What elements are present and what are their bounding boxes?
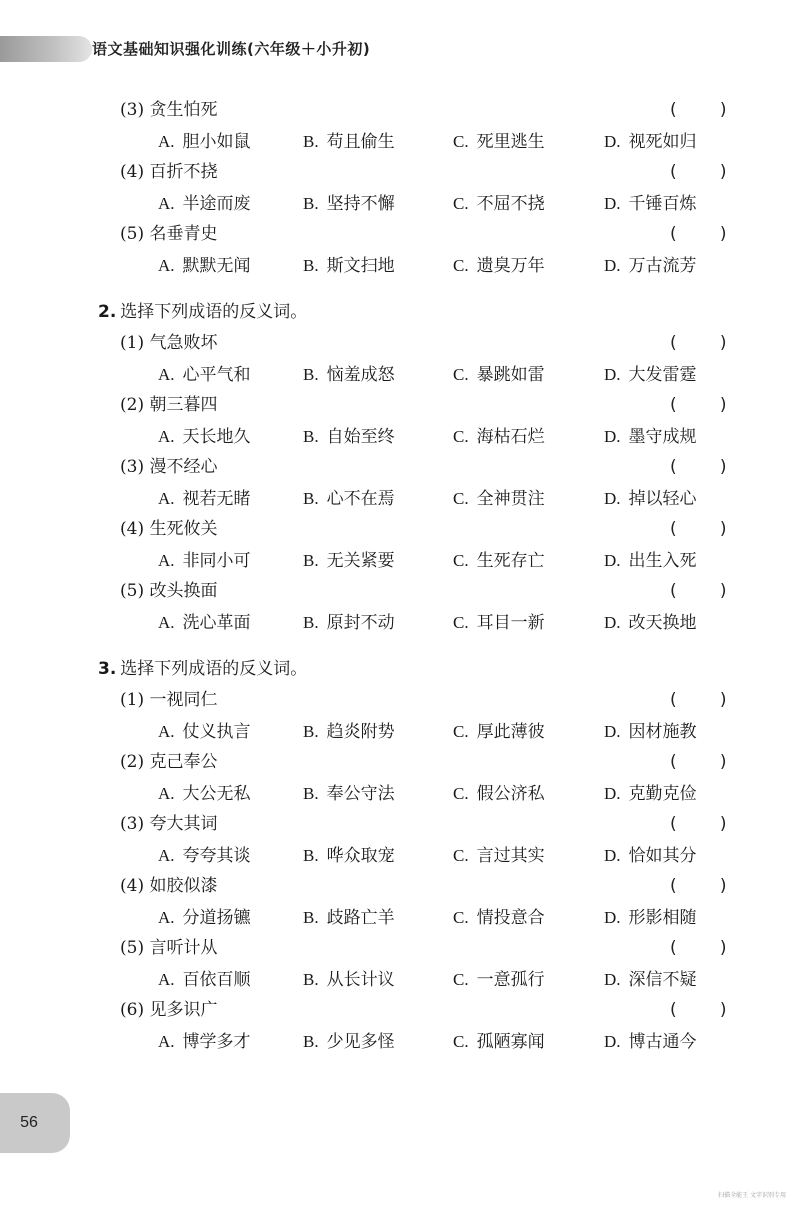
options-row (0, 840, 800, 871)
answer-option (453, 545, 545, 577)
option-text: 斯文扫地 (326, 256, 395, 276)
section-heading (0, 297, 800, 328)
answer-option (158, 964, 251, 996)
option-letter: C. (453, 489, 469, 508)
option-text: 形影相随 (628, 908, 697, 928)
option-letter: B. (303, 1032, 319, 1051)
option-letter: D. (604, 722, 621, 741)
exercise-section (0, 654, 800, 1057)
answer-blank[interactable]: ( ) (670, 690, 727, 710)
answer-option (604, 964, 697, 996)
option-letter: A. (158, 365, 175, 384)
answer-option (158, 607, 251, 639)
answer-option (158, 126, 251, 158)
answer-option (158, 483, 251, 515)
option-text: 深信不疑 (628, 970, 697, 990)
option-text: 孤陋寡闻 (476, 1032, 545, 1052)
question-row (0, 933, 800, 964)
options-row (0, 188, 800, 219)
answer-option (453, 716, 545, 748)
answer-blank[interactable]: ( ) (670, 752, 727, 772)
option-text: 大公无私 (182, 784, 251, 804)
question-row (0, 219, 800, 250)
answer-option (303, 778, 395, 810)
question-idiom: (4) 生死攸关 (120, 519, 218, 539)
option-letter: D. (604, 613, 621, 632)
options-row (0, 716, 800, 747)
option-letter: C. (453, 551, 469, 570)
option-text: 墨守成规 (628, 427, 697, 447)
option-letter: D. (604, 427, 621, 446)
answer-option (303, 421, 395, 453)
option-letter: A. (158, 256, 175, 275)
option-letter: C. (453, 365, 469, 384)
answer-option (303, 250, 395, 282)
option-text: 遗臭万年 (476, 256, 545, 276)
option-letter: C. (453, 194, 469, 213)
option-letter: D. (604, 551, 621, 570)
answer-blank[interactable]: ( ) (670, 938, 727, 958)
option-text: 半途而废 (182, 194, 251, 214)
option-text: 心不在焉 (326, 489, 395, 509)
question-row (0, 809, 800, 840)
question-row (0, 871, 800, 902)
option-text: 洗心革面 (182, 613, 251, 633)
option-text: 坚持不懈 (326, 194, 395, 214)
option-text: 假公济私 (476, 784, 545, 804)
option-letter: B. (303, 970, 319, 989)
options-row (0, 483, 800, 514)
option-letter: B. (303, 908, 319, 927)
option-letter: A. (158, 489, 175, 508)
answer-option (158, 778, 251, 810)
option-text: 博古通今 (628, 1032, 697, 1052)
option-text: 非同小可 (182, 551, 251, 571)
option-letter: D. (604, 132, 621, 151)
option-letter: A. (158, 846, 175, 865)
question-row (0, 328, 800, 359)
option-letter: A. (158, 194, 175, 213)
section-instruction: 选择下列成语的反义词。 (120, 302, 308, 322)
option-letter: C. (453, 1032, 469, 1051)
scanner-watermark: 扫描全能王 文字识别专用 (718, 1192, 786, 1199)
answer-option (604, 483, 697, 515)
option-letter: B. (303, 489, 319, 508)
option-text: 一意孤行 (476, 970, 545, 990)
options-row (0, 1026, 800, 1057)
answer-option (158, 188, 251, 220)
answer-option (604, 778, 697, 810)
question-row (0, 157, 800, 188)
option-text: 胆小如鼠 (182, 132, 251, 152)
option-text: 自始至终 (326, 427, 395, 447)
option-text: 出生入死 (628, 551, 697, 571)
option-text: 厚此薄彼 (476, 722, 545, 742)
page-number: 56 (20, 1114, 38, 1131)
answer-option (158, 421, 251, 453)
option-text: 夸夸其谈 (182, 846, 251, 866)
option-text: 海枯石烂 (476, 427, 545, 447)
answer-option (453, 359, 545, 391)
answer-option (158, 359, 251, 391)
question-idiom: (5) 名垂青史 (120, 224, 218, 244)
options-row (0, 250, 800, 281)
option-text: 恼羞成怒 (326, 365, 395, 385)
question-row (0, 95, 800, 126)
answer-blank[interactable]: ( ) (670, 100, 727, 120)
option-letter: D. (604, 489, 621, 508)
option-text: 生死存亡 (476, 551, 545, 571)
question-idiom: (5) 改头换面 (120, 581, 218, 601)
answer-option (604, 359, 697, 391)
option-letter: D. (604, 846, 621, 865)
answer-option (453, 840, 545, 872)
question-idiom: (2) 克己奉公 (120, 752, 218, 772)
option-letter: B. (303, 784, 319, 803)
answer-option (303, 545, 395, 577)
option-letter: D. (604, 970, 621, 989)
option-letter: C. (453, 784, 469, 803)
option-text: 耳目一新 (476, 613, 545, 633)
option-text: 无关紧要 (326, 551, 395, 571)
answer-option (453, 250, 545, 282)
option-letter: A. (158, 132, 175, 151)
answer-option (604, 250, 697, 282)
option-letter: C. (453, 132, 469, 151)
question-idiom: (5) 言听计从 (120, 938, 218, 958)
option-letter: B. (303, 194, 319, 213)
option-text: 默默无闻 (182, 256, 251, 276)
question-row (0, 685, 800, 716)
question-row (0, 995, 800, 1026)
answer-option (604, 126, 697, 158)
book-title: 语文基础知识强化训练(六年级＋小升初) (92, 40, 371, 58)
option-text: 百依百顺 (182, 970, 251, 990)
answer-option (453, 607, 545, 639)
option-text: 暴跳如雷 (476, 365, 545, 385)
option-letter: A. (158, 551, 175, 570)
option-text: 因材施教 (628, 722, 697, 742)
option-text: 心平气和 (182, 365, 251, 385)
answer-option (303, 359, 395, 391)
option-letter: B. (303, 551, 319, 570)
option-letter: B. (303, 132, 319, 151)
option-text: 克勤克俭 (628, 784, 697, 804)
option-letter: D. (604, 194, 621, 213)
option-text: 死里逃生 (476, 132, 545, 152)
question-row (0, 514, 800, 545)
answer-blank[interactable]: ( ) (670, 519, 727, 539)
option-text: 全神贯注 (476, 489, 545, 509)
option-letter: C. (453, 846, 469, 865)
answer-blank[interactable]: ( ) (670, 333, 727, 353)
option-text: 千锤百炼 (628, 194, 697, 214)
option-text: 改天换地 (628, 613, 697, 633)
options-row (0, 964, 800, 995)
question-idiom: (4) 百折不挠 (120, 162, 218, 182)
option-letter: C. (453, 427, 469, 446)
answer-option (303, 1026, 395, 1058)
answer-option (158, 545, 251, 577)
option-text: 分道扬镳 (182, 908, 251, 928)
section-number: 3. (98, 659, 117, 679)
option-text: 天长地久 (182, 427, 251, 447)
answer-option (453, 483, 545, 515)
option-text: 不屈不挠 (476, 194, 545, 214)
option-letter: A. (158, 613, 175, 632)
question-row (0, 452, 800, 483)
answer-option (453, 1026, 545, 1058)
question-idiom: (1) 气急败坏 (120, 333, 218, 353)
answer-blank[interactable]: ( ) (670, 224, 727, 244)
answer-option (604, 607, 697, 639)
option-letter: B. (303, 365, 319, 384)
answer-option (453, 902, 545, 934)
option-letter: C. (453, 722, 469, 741)
answer-option (453, 421, 545, 453)
answer-option (604, 902, 697, 934)
option-text: 博学多才 (182, 1032, 251, 1052)
answer-option (604, 1026, 697, 1058)
answer-option (453, 126, 545, 158)
answer-option (303, 840, 395, 872)
option-letter: D. (604, 784, 621, 803)
option-text: 歧路亡羊 (326, 908, 395, 928)
option-letter: A. (158, 1032, 175, 1051)
option-text: 恰如其分 (628, 846, 697, 866)
option-letter: B. (303, 846, 319, 865)
option-text: 言过其实 (476, 846, 545, 866)
option-letter: D. (604, 256, 621, 275)
options-row (0, 902, 800, 933)
option-letter: B. (303, 722, 319, 741)
answer-blank[interactable]: ( ) (670, 457, 727, 477)
answer-option (453, 778, 545, 810)
header-decoration-bar (0, 36, 92, 62)
option-text: 苟且偷生 (326, 132, 395, 152)
option-letter: D. (604, 908, 621, 927)
options-row (0, 545, 800, 576)
question-idiom: (3) 漫不经心 (120, 457, 218, 477)
option-letter: A. (158, 427, 175, 446)
question-idiom: (2) 朝三暮四 (120, 395, 218, 415)
question-idiom: (6) 见多识广 (120, 1000, 218, 1020)
option-letter: D. (604, 365, 621, 384)
answer-option (604, 188, 697, 220)
answer-option (453, 964, 545, 996)
exercise-section (0, 297, 800, 638)
options-row (0, 607, 800, 638)
option-text: 少见多怪 (326, 1032, 395, 1052)
option-letter: B. (303, 427, 319, 446)
answer-option (303, 483, 395, 515)
option-letter: C. (453, 256, 469, 275)
answer-option (158, 840, 251, 872)
option-letter: A. (158, 722, 175, 741)
answer-option (303, 126, 395, 158)
question-idiom: (3) 夸大其词 (120, 814, 218, 834)
option-letter: B. (303, 256, 319, 275)
question-idiom: (3) 贪生怕死 (120, 100, 218, 120)
answer-option (604, 840, 697, 872)
section-instruction: 选择下列成语的反义词。 (120, 659, 308, 679)
answer-option (303, 716, 395, 748)
answer-blank[interactable]: ( ) (670, 1000, 727, 1020)
option-text: 哗众取宠 (326, 846, 395, 866)
options-row (0, 778, 800, 809)
option-letter: A. (158, 970, 175, 989)
section-number: 2. (98, 302, 117, 322)
worksheet-content (0, 95, 800, 1057)
option-text: 掉以轻心 (628, 489, 697, 509)
answer-blank[interactable]: ( ) (670, 581, 727, 601)
option-text: 万古流芳 (628, 256, 697, 276)
question-idiom: (4) 如胶似漆 (120, 876, 218, 896)
answer-blank[interactable]: ( ) (670, 814, 727, 834)
section-heading (0, 654, 800, 685)
option-letter: C. (453, 908, 469, 927)
answer-option (604, 716, 697, 748)
answer-option (158, 902, 251, 934)
answer-option (303, 607, 395, 639)
options-row (0, 359, 800, 390)
option-text: 原封不动 (326, 613, 395, 633)
option-letter: B. (303, 613, 319, 632)
answer-option (158, 1026, 251, 1058)
option-letter: C. (453, 613, 469, 632)
exercise-section (0, 95, 800, 281)
option-text: 视若无睹 (182, 489, 251, 509)
option-text: 大发雷霆 (628, 365, 697, 385)
answer-option (158, 716, 251, 748)
question-idiom: (1) 一视同仁 (120, 690, 218, 710)
answer-option (303, 964, 395, 996)
option-text: 仗义执言 (182, 722, 251, 742)
option-text: 奉公守法 (326, 784, 395, 804)
option-text: 情投意合 (476, 908, 545, 928)
answer-blank[interactable]: ( ) (670, 876, 727, 896)
answer-option (604, 545, 697, 577)
option-letter: A. (158, 784, 175, 803)
answer-option (303, 902, 395, 934)
option-letter: C. (453, 970, 469, 989)
option-text: 趋炎附势 (326, 722, 395, 742)
question-row (0, 576, 800, 607)
question-row (0, 390, 800, 421)
answer-option (604, 421, 697, 453)
options-row (0, 421, 800, 452)
option-letter: D. (604, 1032, 621, 1051)
option-text: 从长计议 (326, 970, 395, 990)
option-text: 视死如归 (628, 132, 697, 152)
answer-blank[interactable]: ( ) (670, 395, 727, 415)
answer-blank[interactable]: ( ) (670, 162, 727, 182)
answer-option (453, 188, 545, 220)
answer-option (303, 188, 395, 220)
option-letter: A. (158, 908, 175, 927)
answer-option (158, 250, 251, 282)
question-row (0, 747, 800, 778)
options-row (0, 126, 800, 157)
